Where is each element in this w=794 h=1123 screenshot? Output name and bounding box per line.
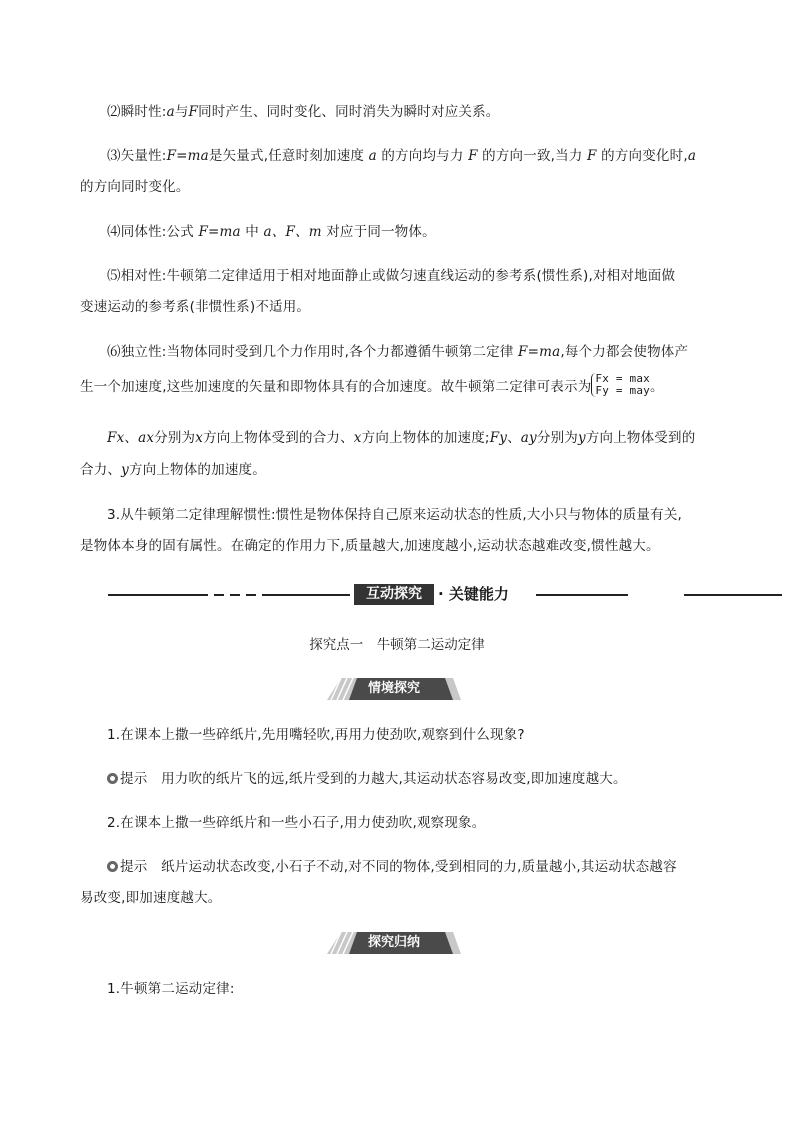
- subsection-title: 探究点一 牛顿第二运动定律: [309, 637, 485, 653]
- vars: a、F、m: [263, 224, 322, 240]
- var: Fy: [489, 430, 508, 446]
- paragraph-inertia-line2: 是物体本身的固有属性。在确定的作用力下,质量越大,加速度越小,运动状态越难改变,惯性越大。: [80, 538, 660, 554]
- tag-label: 探究归纳: [367, 935, 420, 950]
- text: 分别为: [536, 430, 578, 446]
- hint-label: 提示: [120, 771, 148, 787]
- var: a: [368, 148, 377, 164]
- text: 的方向均与力: [381, 148, 464, 164]
- hint-2: [80, 852, 739, 883]
- text: ⑷同体性:公式: [107, 224, 194, 240]
- text: 是矢量式,任意时刻加速度: [208, 148, 365, 164]
- paragraph-components: [80, 423, 739, 454]
- section-dash: [246, 594, 256, 596]
- var: x: [195, 430, 204, 446]
- var: F: [587, 148, 597, 164]
- paragraph-vector-line2: 的方向同时变化。: [80, 179, 190, 195]
- var: y: [121, 462, 129, 478]
- var: ax: [138, 430, 155, 446]
- var: x: [353, 430, 362, 446]
- section-title-box: 互动探究: [354, 584, 434, 605]
- text: 对应于同一物体。: [326, 224, 436, 240]
- text: 的方向变化时,: [601, 148, 688, 164]
- question-1: 1.在课本上撒一些碎纸片,先用嘴轻吹,再用力使劲吹,观察到什么现象?: [107, 727, 525, 743]
- text: 中: [245, 224, 259, 240]
- var: F: [468, 148, 478, 164]
- text: 合力、: [80, 462, 122, 478]
- hint-2-line2: 易改变,即加速度越大。: [80, 890, 222, 906]
- formula: F=ma: [198, 224, 241, 240]
- text: 分别为: [154, 430, 196, 446]
- hint-label: 提示: [120, 859, 148, 875]
- paragraph-vector: [80, 141, 739, 172]
- text: 方向上物体的加速度;: [361, 430, 490, 446]
- section-dash: [230, 594, 240, 596]
- text: 。: [649, 379, 664, 395]
- equation-system: [591, 373, 650, 397]
- var: Fx: [107, 430, 125, 446]
- var: a: [687, 148, 697, 164]
- var: y: [577, 430, 586, 446]
- text: ,每个力都会使物体产: [560, 344, 689, 360]
- paragraph-instantaneity: [80, 97, 739, 128]
- text: 、: [124, 430, 139, 446]
- section-rule-mid: [262, 594, 350, 596]
- var: a: [166, 104, 175, 120]
- text: 与: [174, 104, 189, 120]
- text: ⑵瞬时性:: [107, 104, 167, 120]
- text: ⑶矢量性:: [107, 148, 167, 164]
- var: ay: [520, 430, 537, 446]
- section-rule-far-right: [684, 594, 782, 596]
- equation-row: Fx = max: [595, 372, 650, 385]
- paragraph-inertia: 3.从牛顿第二定律理解惯性:惯性是物体保持自己原来运动状态的性质,大小只与物体的质量有关,: [107, 507, 683, 523]
- hint-icon: [107, 773, 118, 784]
- tag-label: 情境探究: [367, 681, 420, 696]
- formula: F=ma: [518, 344, 561, 360]
- equation-row: Fy = may: [595, 384, 650, 397]
- text: 的方向一致,当力: [482, 148, 583, 164]
- hint-icon: [107, 861, 118, 872]
- tag-scenario-explore: [327, 678, 461, 700]
- text: 方向上物体受到的合力、: [203, 430, 354, 446]
- section-rule-right: [536, 594, 628, 596]
- hint-text: 纸片运动状态改变,小石子不动,对不同的物体,受到相同的力,质量越小,其运动状态越容: [161, 859, 677, 875]
- hint-text: 用力吹的纸片飞的远,纸片受到的力越大,其运动状态容易改变,即加速度越大。: [161, 771, 627, 787]
- text: 方向上物体受到的: [585, 430, 696, 446]
- item-newton-second-law: 1.牛顿第二运动定律:: [107, 981, 235, 997]
- paragraph-independence-line2: [80, 372, 712, 403]
- formula: F=ma: [166, 148, 209, 164]
- section-dash: [214, 594, 224, 596]
- paragraph-independence: [80, 337, 739, 368]
- paragraph-same-body: [80, 217, 739, 248]
- paragraph-relativity: ⑸相对性:牛顿第二定律适用于相对地面静止或做匀速直线运动的参考系(惯性系),对相对地面做: [107, 268, 676, 284]
- section-title-suffix: · 关键能力: [438, 585, 509, 603]
- hint-1: [80, 764, 739, 795]
- tag-summary: [327, 932, 461, 954]
- paragraph-components-line2: [80, 455, 712, 486]
- text: 生一个加速度,这些加速度的矢量和即物体具有的合加速度。故牛顿第二定律可表示为: [80, 379, 592, 395]
- section-rule-left: [108, 594, 208, 596]
- text: 同时产生、同时变化、同时消失为瞬时对应关系。: [198, 104, 500, 120]
- question-2: 2.在课本上撒一些碎纸片和一些小石子,用力使劲吹,观察现象。: [107, 815, 486, 831]
- text: 、: [507, 430, 521, 446]
- text: 方向上物体的加速度。: [128, 462, 266, 478]
- paragraph-relativity-line2: 变速运动的参考系(非惯性系)不适用。: [80, 299, 311, 315]
- var: F: [188, 104, 199, 120]
- text: ⑹独立性:当物体同时受到几个力作用时,各个力都遵循牛顿第二定律: [107, 344, 514, 360]
